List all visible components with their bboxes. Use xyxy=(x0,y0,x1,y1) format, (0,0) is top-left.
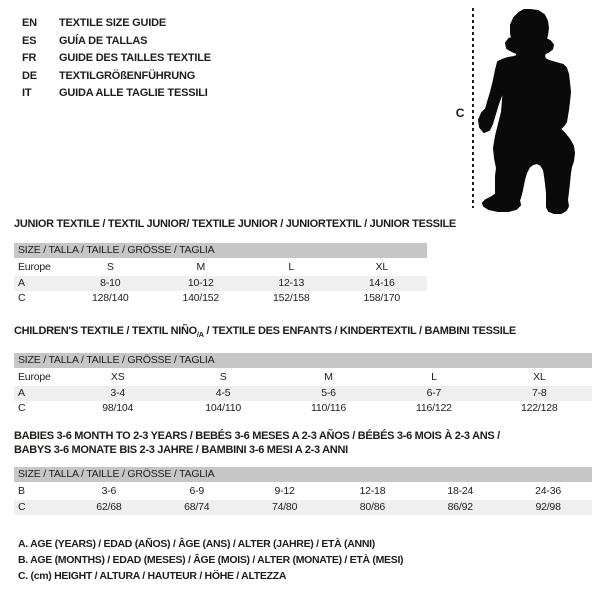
section-babies-textile xyxy=(14,429,592,515)
size-table-babies xyxy=(14,467,592,515)
table-rows xyxy=(14,370,592,417)
section-title-line xyxy=(14,443,592,457)
size-cell: 5-6 xyxy=(321,386,336,399)
language-label: GUÍA DE TALLAS xyxy=(59,34,148,47)
size-cell: 14-16 xyxy=(368,276,395,289)
table-row xyxy=(14,276,427,292)
table-row xyxy=(14,401,592,417)
size-cell: 116/122 xyxy=(416,402,452,415)
size-cell: 10-12 xyxy=(187,276,214,289)
size-cell: 152/158 xyxy=(272,292,310,304)
language-row xyxy=(22,85,211,103)
size-cell: 6-9 xyxy=(189,485,205,497)
size-cell: 122/128 xyxy=(521,402,558,415)
height-measure-dotted-line xyxy=(472,8,474,208)
size-cell: 74/80 xyxy=(271,500,298,513)
toddler-silhouette-icon xyxy=(476,4,598,216)
size-cell: 6-7 xyxy=(426,386,442,399)
size-cell: 62/68 xyxy=(96,500,122,513)
table-row xyxy=(14,484,592,500)
size-cell: 158/170 xyxy=(363,292,401,304)
size-cell: 98/104 xyxy=(102,402,134,415)
size-cell: S xyxy=(219,371,227,384)
title-text: JUNIOR TEXTILE / TEXTIL JUNIOR/ TEXTILE JUNIOR / JUNIORTEXTIL / JUNIOR TESSILE xyxy=(14,218,456,230)
measure-legend xyxy=(18,536,403,585)
size-cell: S xyxy=(106,261,114,273)
section-junior-textile xyxy=(14,217,456,307)
language-code: FR xyxy=(22,52,37,64)
table-row xyxy=(14,386,592,402)
table-size-header: SIZE / TALLA / TAILLE / GRÖSSE / TAGLIA xyxy=(14,243,427,258)
section-childrens-textile xyxy=(14,324,592,417)
size-cell: 86/92 xyxy=(447,500,473,513)
language-label: GUIDE DES TAILLES TEXTILE xyxy=(59,52,211,64)
size-cell: 92/98 xyxy=(535,500,561,513)
size-cell: 8-10 xyxy=(100,276,121,289)
language-title-list xyxy=(22,15,211,103)
table-row xyxy=(14,500,592,516)
size-cell: 128/140 xyxy=(91,292,129,304)
section-title-line xyxy=(14,324,592,342)
legend-item: A. AGE (YEARS) / EDAD (AÑOS) / ÂGE (ANS) / ALTER (JAHRE) / ETÀ (ANNI) xyxy=(18,538,375,550)
title-text: BABYS 3-6 MONATE BIS 2-3 JAHRE / BAMBINI 3-6 MESI A 2-3 ANNI xyxy=(14,444,348,456)
table-row xyxy=(14,370,592,386)
language-row xyxy=(22,33,211,51)
language-row xyxy=(22,15,211,33)
size-cell: M xyxy=(196,261,206,273)
language-label: TEXTILE SIZE GUIDE xyxy=(59,17,167,29)
legend-item: C. (cm) HEIGHT / ALTURA / HAUTEUR / HÖHE / ALTEZZA xyxy=(18,570,287,583)
table-rows xyxy=(14,260,427,307)
legend-item: B. AGE (MONTHS) / EDAD (MESES) / ÂGE (MOIS) / ALTER (MONATE) / ETÀ (MESI) xyxy=(18,554,404,567)
size-cell: 24-36 xyxy=(535,485,561,497)
table-size-header: SIZE / TALLA / TAILLE / GRÖSSE / TAGLIA xyxy=(14,353,592,368)
row-label: B xyxy=(18,485,25,497)
table-row xyxy=(14,260,427,276)
size-cell: 3-6 xyxy=(101,485,117,497)
size-cell: 18-24 xyxy=(447,485,474,497)
size-cell: 12-13 xyxy=(278,276,305,289)
section-title-line xyxy=(14,217,456,231)
size-cell: 12-18 xyxy=(359,485,386,497)
language-row xyxy=(22,68,211,86)
section-title xyxy=(14,324,592,342)
row-label: C xyxy=(18,402,26,415)
size-cell: XS xyxy=(110,371,125,384)
row-label: Europe xyxy=(18,261,51,273)
table-size-header: SIZE / TALLA / TAILLE / GRÖSSE / TAGLIA xyxy=(14,467,592,482)
size-table-junior xyxy=(14,243,427,307)
height-measure-label: C xyxy=(455,106,465,120)
section-title xyxy=(14,429,592,457)
language-row xyxy=(22,50,211,68)
section-title-line xyxy=(14,429,592,443)
size-cell: L xyxy=(288,261,295,273)
title-text: BABIES 3-6 MONTH TO 2-3 YEARS / BEBÉS 3-6 MESES A 2-3 AÑOS / BÉBÉS 3-6 MOIS À 2-3 ANS / xyxy=(14,430,500,442)
title-subscript: /A xyxy=(196,330,204,340)
language-code: EN xyxy=(22,17,37,29)
row-label: Europe xyxy=(18,371,51,384)
size-cell: 110/116 xyxy=(310,402,346,415)
size-cell: XL xyxy=(375,261,388,273)
size-cell: XL xyxy=(533,371,546,384)
size-cell: 140/152 xyxy=(182,292,220,304)
table-row xyxy=(14,291,427,307)
size-cell: 80/86 xyxy=(359,500,386,513)
size-cell: 4-5 xyxy=(215,386,231,399)
language-label: TEXTILGRÖßENFÜHRUNG xyxy=(59,69,196,82)
size-cell: 9-12 xyxy=(274,485,295,497)
size-cell: M xyxy=(324,371,333,384)
table-rows xyxy=(14,484,592,515)
size-cell: 3-4 xyxy=(110,386,125,399)
language-label: GUIDA ALLE TAGLIE TESSILI xyxy=(59,87,208,99)
section-title xyxy=(14,217,456,231)
row-label: C xyxy=(18,500,26,513)
title-text: CHILDREN'S TEXTILE / TEXTIL NIÑO xyxy=(14,325,197,337)
size-table-children xyxy=(14,353,592,417)
size-cell: 104/110 xyxy=(205,402,241,415)
size-cell: 7-8 xyxy=(532,386,547,399)
language-code: ES xyxy=(22,34,37,47)
row-label: A xyxy=(18,386,25,399)
row-label: C xyxy=(18,292,26,304)
title-text: / TEXTILE DES ENFANTS / KINDERTEXTIL / BAMBINI TESSILE xyxy=(203,325,516,337)
size-cell: 68/74 xyxy=(184,500,210,513)
language-code: DE xyxy=(22,69,37,82)
size-cell: L xyxy=(431,371,437,384)
row-label: A xyxy=(18,276,25,289)
language-code: IT xyxy=(22,87,32,99)
